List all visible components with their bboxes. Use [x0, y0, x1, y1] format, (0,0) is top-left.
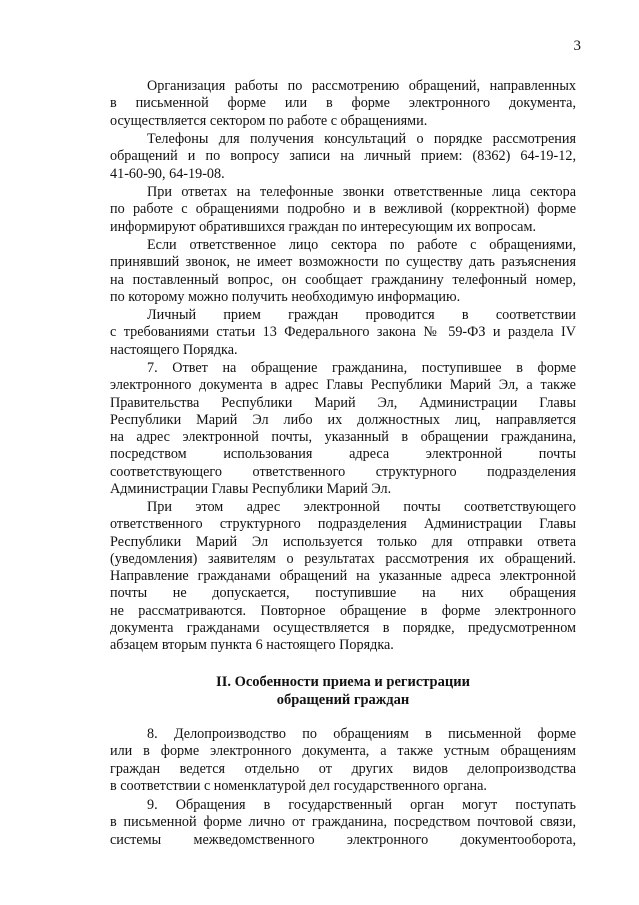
paragraph-organization	[110, 78, 576, 130]
section-heading	[110, 674, 576, 709]
paragraph-line: принявший звонок, не имеет возможности по существу дать разъяснения	[110, 254, 576, 271]
paragraph-line: осуществляется сектором по работе с обращениями.	[110, 112, 428, 129]
paragraph-line: почты не допускается, поступившие на них обращения	[110, 585, 576, 602]
paragraph-personal-reception	[110, 307, 576, 359]
paragraph-line: на поставленный вопрос, он сообщает гражданину телефонный номер,	[110, 271, 576, 288]
paragraph-line: посредством использования адреса электронной почты	[110, 446, 576, 463]
paragraph-line: обращений и по вопросу записи на личный прием: (8362) 64-19-12,	[110, 148, 576, 165]
paragraph-item-8	[110, 726, 576, 795]
paragraph-line: При ответах на телефонные звонки ответственные лица сектора	[147, 184, 576, 200]
paragraph-line: Администрации Главы Республики Марий Эл.	[110, 481, 392, 498]
paragraph-line: с требованиями статьи 13 Федерального закона № 59-ФЗ и раздела IV	[110, 324, 576, 341]
paragraph-email-usage	[110, 499, 576, 655]
paragraph-line: по которому можно получить необходимую информацию.	[110, 288, 461, 305]
paragraph-line: на адрес электронной почты, указанный в обращении гражданина,	[110, 429, 576, 446]
paragraph-line: 9. Обращения в государственный орган могут поступать	[147, 797, 576, 813]
paragraph-line: Организация работы по рассмотрению обращений, направленных	[147, 78, 576, 94]
paragraph-line: или в форме электронного документа, а также устным обращениям	[110, 743, 576, 760]
paragraph-line: соответствующего ответственного структурного подразделения	[110, 463, 576, 480]
section-heading-line: II. Особенности приема и регистрации	[216, 674, 470, 690]
paragraph-line: Если ответственное лицо сектора по работе с обращениями,	[147, 237, 576, 253]
paragraph-line: информируют обратившихся граждан по интересующим их вопросам.	[110, 218, 537, 235]
paragraph-line: Телефоны для получения консультаций о порядке рассмотрения	[147, 131, 576, 147]
paragraph-redirect	[110, 237, 576, 306]
paragraph-line: При этом адрес электронной почты соответствующего	[147, 499, 576, 515]
paragraph-line: системы межведомственного электронного документооборота,	[110, 831, 576, 848]
paragraph-line: Республики Марий Эл либо их должностных лиц, направляется	[110, 411, 576, 428]
paragraph-line: электронного документа в адрес Главы Республики Марий Эл, а также	[110, 377, 576, 394]
paragraph-item-9	[110, 797, 576, 849]
paragraph-line: абзацем вторым пункта 6 настоящего Порядка.	[110, 637, 394, 654]
paragraph-phones	[110, 131, 576, 183]
paragraph-phone-answers	[110, 184, 576, 236]
paragraph-line: в письменной форме лично от гражданина, посредством почтовой связи,	[110, 814, 576, 831]
paragraph-line: не рассматриваются. Повторное обращение в форме электронного	[110, 602, 576, 619]
paragraph-line: 41-60-90, 64-19-08.	[110, 165, 225, 182]
paragraph-line: Личный прием граждан проводится в соответствии	[147, 307, 576, 323]
paragraph-line: 8. Делопроизводство по обращениям в письменной форме	[147, 726, 576, 742]
paragraph-line: (уведомления) заявителям о результатах рассмотрения их обращений.	[110, 550, 576, 567]
paragraph-line: 7. Ответ на обращение гражданина, поступившее в форме	[147, 360, 576, 376]
paragraph-line: в соответствии с номенклатурой дел государственного органа.	[110, 777, 487, 794]
paragraph-line: документа гражданами осуществляется в порядке, предусмотренном	[110, 620, 576, 637]
paragraph-line: настоящего Порядка.	[110, 341, 238, 358]
paragraph-line: Направление гражданами обращений на указанные адреса электронной	[110, 568, 576, 585]
paragraph-line: ответственного структурного подразделения Администрации Главы	[110, 516, 576, 533]
section-heading-line: обращений граждан	[276, 691, 410, 708]
paragraph-line: в письменной форме или в форме электронного документа,	[110, 95, 576, 112]
paragraph-line: граждан ведется отдельно от других видов делопроизводства	[110, 760, 576, 777]
paragraph-line: Республики Марий Эл используется только для отправки ответа	[110, 533, 576, 550]
paragraph-line: по работе с обращениями подробно и в вежливой (корректной) форме	[110, 201, 576, 218]
paragraph-line: Правительства Республики Марий Эл, Администрации Главы	[110, 394, 576, 411]
paragraph-item-7	[110, 360, 576, 498]
page-number: 3	[573, 38, 581, 54]
